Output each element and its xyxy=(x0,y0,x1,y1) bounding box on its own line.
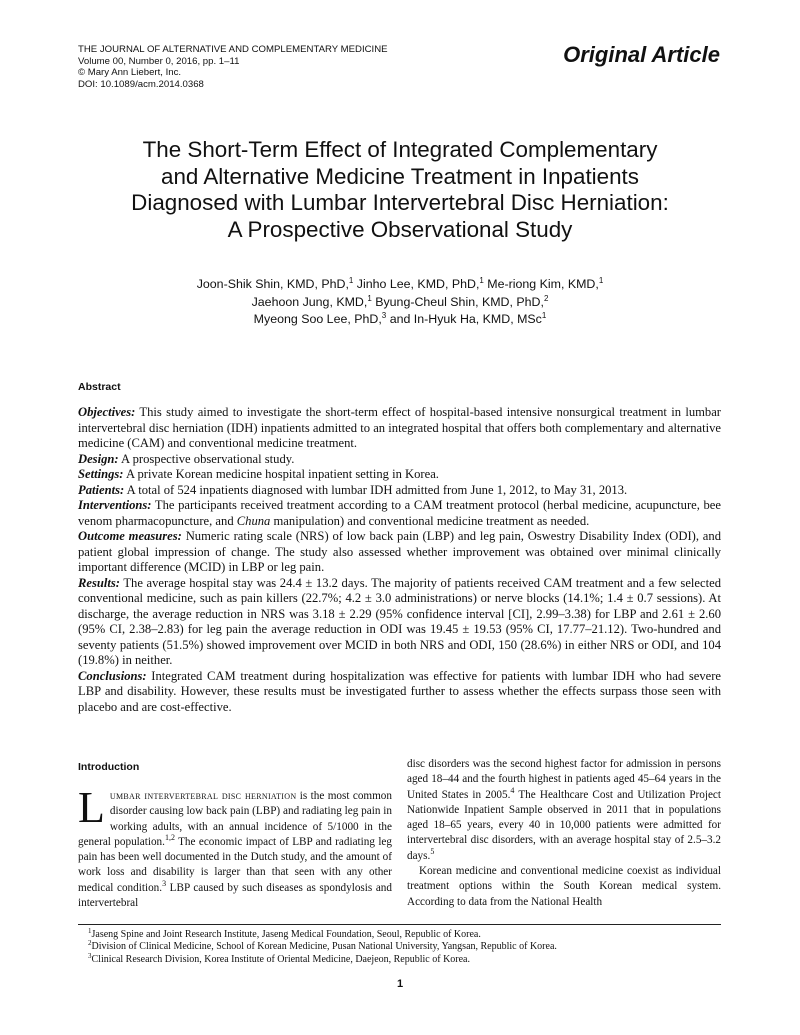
section-label: Design: xyxy=(78,451,119,466)
author-name: Myeong Soo Lee, PhD, xyxy=(253,312,382,326)
footnotes xyxy=(88,929,718,966)
author-name: Me-riong Kim, KMD, xyxy=(483,277,599,291)
lead-in: umbar intervertebral disc herniation xyxy=(109,790,297,802)
title-line: The Short-Term Effect of Integrated Complementary xyxy=(142,137,658,162)
title-line: and Alternative Medicine Treatment in Inpatients xyxy=(161,163,639,189)
article-type: Original Article xyxy=(563,42,720,67)
affiliation-marker: 1 xyxy=(367,293,372,303)
author-name: Joon-Shik Shin, KMD, PhD, xyxy=(196,277,349,291)
footnote-divider xyxy=(78,924,721,925)
section-text: Numeric rating scale (NRS) of low back pain (LBP) and leg pain, Oswestry Disability Index (ODI), and patient global impression of change. The study also assessed whether improvement was obtained over minimal clinically important difference (MCID) in LBP or leg pain. xyxy=(78,529,721,574)
title-line: A Prospective Observational Study xyxy=(227,216,573,242)
left-column xyxy=(78,783,392,911)
intro-paragraph xyxy=(407,757,721,864)
title-line: Diagnosed with Lumbar Intervertebral Disc Herniation: xyxy=(131,190,669,215)
article-title xyxy=(80,137,720,243)
citation: 1,2 xyxy=(164,832,175,842)
journal-header xyxy=(78,44,458,90)
section-label: Settings: xyxy=(78,467,124,481)
affiliation-marker: 3 xyxy=(381,311,387,320)
abstract-heading: Abstract xyxy=(78,381,121,393)
citation: 3 xyxy=(162,878,167,888)
abstract-outcome xyxy=(78,529,721,576)
introduction-heading: Introduction xyxy=(78,761,140,773)
footnote xyxy=(88,951,718,966)
section-text: This study aimed to investigate the short-term effect of hospital-based intensive nonsurgical treatment in lumbar intervertebral disc herniation (IDH) inpatients admitted to an integrated hospital that offers both complementary and alternative medicine (CAM) and conventional medicine treatment. xyxy=(78,405,721,450)
author-line xyxy=(80,276,720,294)
body-text: The economic impact of LBP and radiating leg pain has been well documented in the Dutch study, and the amount of work loss and disability is larger than that seen with any other medical condition. xyxy=(78,835,392,894)
citation: 5 xyxy=(430,846,435,856)
body-text: disc disorders was the second highest factor for admission in persons aged 18–44 and the fourth highest in patients aged 45–64 years in the United States in 2005. xyxy=(407,758,721,801)
section-label: Patients: xyxy=(78,482,125,497)
body-text: The Healthcare Cost and Utilization Project Nationwide Inpatient Sample observed in 2011 that in populations aged 18–65 years, every 40 in 10,000 patients were admitted for intervertebral disc disorders, with an average hospital stay of 2.5–3.2 days. xyxy=(407,788,722,862)
abstract-interventions xyxy=(78,498,721,529)
body-text: is the most common disorder causing low back pain (LBP) and radiating leg pain in working adults, with an annual incidence of 5/1000 in the general population. xyxy=(78,790,392,848)
drop-cap: L xyxy=(78,783,105,832)
footnote xyxy=(88,941,718,953)
author-name: Byung-Cheul Shin, KMD, PhD, xyxy=(371,294,544,309)
abstract-body xyxy=(78,405,721,715)
abstract-conclusions xyxy=(78,669,721,716)
right-column xyxy=(407,757,721,910)
affiliation-marker: 1 xyxy=(598,276,604,285)
section-text: manipulation) and conventional medicine treatment as needed. xyxy=(270,513,590,528)
section-label: Interventions: xyxy=(78,498,152,512)
section-text: A prospective observational study. xyxy=(118,451,295,466)
footnote-text: Division of Clinical Medicine, School of Korean Medicine, Pusan National University, Yangsan, Republic of Korea. xyxy=(91,941,557,953)
citation: 4 xyxy=(510,785,515,795)
section-text: The participants received treatment according to a CAM treatment protocol (herbal medicine, acupuncture, bee venom pharmacopuncture, and xyxy=(78,498,721,528)
journal-volume: Volume 00, Number 0, 2016, pp. 1–11 xyxy=(78,55,240,67)
intro-paragraph xyxy=(78,783,392,911)
author-line xyxy=(80,311,720,329)
affiliation-marker: 2 xyxy=(543,293,549,303)
section-label: Conclusions: xyxy=(78,668,147,683)
abstract-objectives xyxy=(78,405,721,452)
intro-paragraph: Korean medicine and conventional medicine coexist as individual treatment options within the South Korean medical system. According to data from the National Health xyxy=(407,865,721,908)
affiliation-marker: 1 xyxy=(479,276,484,285)
journal-name: THE JOURNAL OF ALTERNATIVE AND COMPLEMENTARY MEDICINE xyxy=(78,44,388,55)
affiliation-marker: 1 xyxy=(348,276,354,285)
journal-copyright: © Mary Ann Liebert, Inc. xyxy=(78,67,182,79)
author-name: and In-Hyuk Ha, KMD, MSc xyxy=(386,312,542,326)
section-label: Objectives: xyxy=(78,405,136,419)
italic-term: Chuna xyxy=(236,513,271,528)
affiliation-marker: 1 xyxy=(541,311,547,320)
footnote-marker: 1 xyxy=(88,927,92,935)
section-label: Outcome measures: xyxy=(78,529,182,543)
abstract-settings xyxy=(78,467,721,483)
author-list xyxy=(80,276,720,329)
abstract-results xyxy=(78,576,721,669)
footnote xyxy=(88,929,718,941)
footnote-marker: 3 xyxy=(88,951,92,960)
section-text: Integrated CAM treatment during hospitalization was effective for patients with lumbar IDH who had severe LBP and disability. However, these results must be investigated further to assess whether the effects surpass those seen with placebo and are cost-effective. xyxy=(78,668,721,714)
abstract-patients xyxy=(78,483,721,499)
section-text: The average hospital stay was 24.4 ± 13.2 days. The majority of patients received CAM treatment and a few selected conventional medicine, such as pain killers (22.7%; 4.2 ± 3.0 administrations) or nerve blocks (14.1%; 1.4 ± 0.7 sessions). At discharge, the average reduction in NRS was 3.18 ± 2.29 (95% confidence interval [CI], 2.99–3.38) for LBP and 2.61 ± 2.60 (95% CI, 2.38–2.83) for leg pain the average reduction in ODI was 19.45 ± 19.53 (95% CI, 17.77–21.12). Two-hundred and seventy patients (51.5%) showed improvement over MCID in both NRS and ODI, 150 (28.6%) in either NRS or ODI, and 104 (19.8%) in neither. xyxy=(78,575,721,667)
page-number: 1 xyxy=(396,978,404,990)
author-name: Jinho Lee, KMD, PhD, xyxy=(353,277,480,291)
section-label: Results: xyxy=(78,575,120,590)
author-line xyxy=(80,294,720,312)
abstract-design xyxy=(78,452,721,468)
body-text: LBP caused by such diseases as spondylosis and intervertebral xyxy=(78,881,392,910)
footnote-text: Clinical Research Division, Korea Institute of Oriental Medicine, Daejeon, Republic of Korea. xyxy=(91,953,470,965)
footnote-text: Jaseng Spine and Joint Research Institute, Jaseng Medical Foundation, Seoul, Republic of Korea. xyxy=(91,929,481,940)
journal-doi: DOI: 10.1089/acm.2014.0368 xyxy=(78,78,204,90)
section-text: A private Korean medicine hospital inpatient setting in Korea. xyxy=(123,467,439,481)
footnote-marker: 2 xyxy=(88,939,92,948)
section-text: A total of 524 inpatients diagnosed with lumbar IDH admitted from June 1, 2012, to May 31, 2013. xyxy=(124,482,628,497)
author-name: Jaehoon Jung, KMD, xyxy=(251,294,368,309)
